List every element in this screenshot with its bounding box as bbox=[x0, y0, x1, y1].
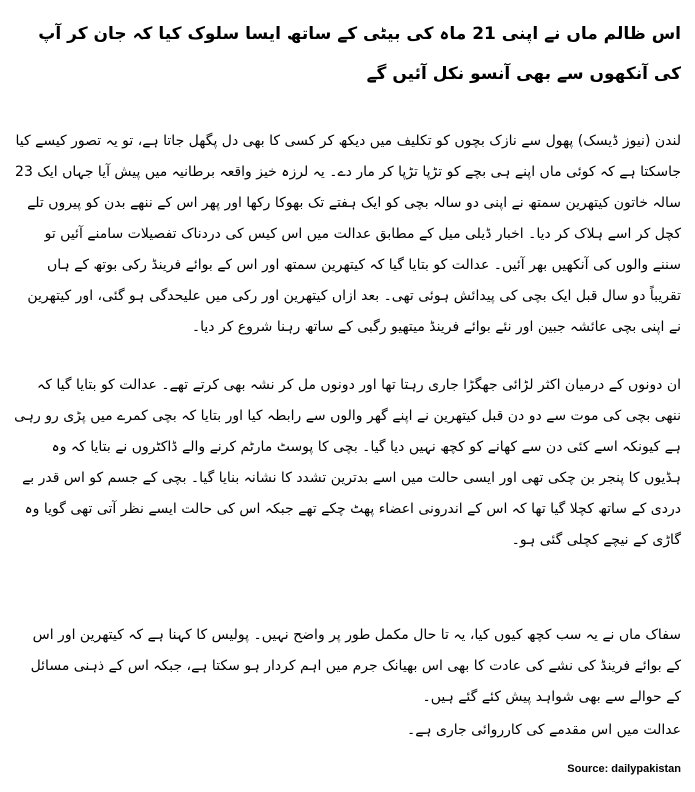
source-credit: Source: dailypakistan bbox=[567, 763, 681, 775]
article-headline: اس ظالم ماں نے اپنی 21 ماہ کی بیٹی کے ساتھ ایسا سلوک کیا کہ جان کر آپ کی آنکھوں سے بھی آنسو نکل آئیں گے bbox=[38, 24, 681, 84]
article-paragraph-3: سفاک ماں نے یہ سب کچھ کیوں کیا، یہ تا حال مکمل طور پر واضح نہیں۔ پولیس کا کہنا ہے کہ کیتھرین اور اس کے بوائے فرینڈ کی نشے کی عادت کا بھی اس بھیانک جرم میں اہم کردار ہو سکتا ہے، جبکہ اس کے ذہنی مسائل کے حوالے سے بھی شواہد پیش کئے گئے ہیں۔ bbox=[30, 627, 681, 705]
article-paragraph-4: عدالت میں اس مقدمے کی کارروائی جاری ہے۔ bbox=[407, 722, 681, 738]
article-paragraph-2: ان دونوں کے درمیان اکثر لڑائی جھگڑا جاری رہتا تھا اور دونوں مل کر نشہ بھی کرتے تھے۔ عدالت کو بتایا گیا کہ ننھی بچی کی موت سے دو دن قبل کیتھرین نے اپنے گھر والوں سے رابطہ کیا اور بتایا کہ بچی کمرے میں پڑی رو رہی ہے کیونکہ اسے کئی دن سے کھانے کو کچھ نہیں دیا گیا۔ بچی کا پوسٹ مارٹم کرنے والے ڈاکٹروں نے بتایا کہ وہ ہڈیوں کا پنجر بن چکی تھی اور ایسی حالت میں اسے بدترین تشدد کا نشانہ بنایا گیا۔ بچی کے جسم کو اس قدر بے دردی کے ساتھ کچلا گیا تھا کہ اس کے اندرونی اعضاء پھٹ چکے تھے جبکہ اس کی حالت ایسے نظر آتی تھی گویا وہ گاڑی کے نیچے کچلی گئی ہو۔ bbox=[14, 377, 681, 548]
article-paragraph-1: لندن (نیوز ڈیسک) پھول سے نازک بچوں کو تکلیف میں دیکھ کر کسی کا بھی دل پگھل جاتا ہے، تو یہ تصور کیسے کیا جاسکتا ہے کہ کوئی ماں اپنے ہی بچے کو تڑپا تڑپا کر مار دے۔ یہ لرزہ خیز واقعہ برطانیہ میں پیش آیا جہاں ایک 23 سالہ خاتون کیتھرین سمتھ نے اپنی دو سالہ بچی کو ایک ہفتے تک بھوکا رکھا اور پھر اس کے ننھے بدن کو پیروں تلے کچل کر اسے ہلاک کر دیا۔ اخبار ڈیلی میل کے مطابق عدالت میں اس کیس کی دردناک تفصیلات سامنے آئیں تو سننے والوں کی آنکھیں بھر آئیں۔ عدالت کو بتایا گیا کہ کیتھرین سمتھ اور اس کے بوائے فرینڈ رکی بوتھ کے ہاں تقریباً دو سال قبل ایک بچی کی پیدائش ہوئی تھی۔ بعد ازاں کیتھرین اور رکی میں علیحدگی ہو گئی، اور کیتھرین نے اپنی بچی عائشہ جبین اور نئے بوائے فرینڈ میتھیو رگبی کے ساتھ رہنا شروع کر دیا۔ bbox=[15, 133, 681, 335]
